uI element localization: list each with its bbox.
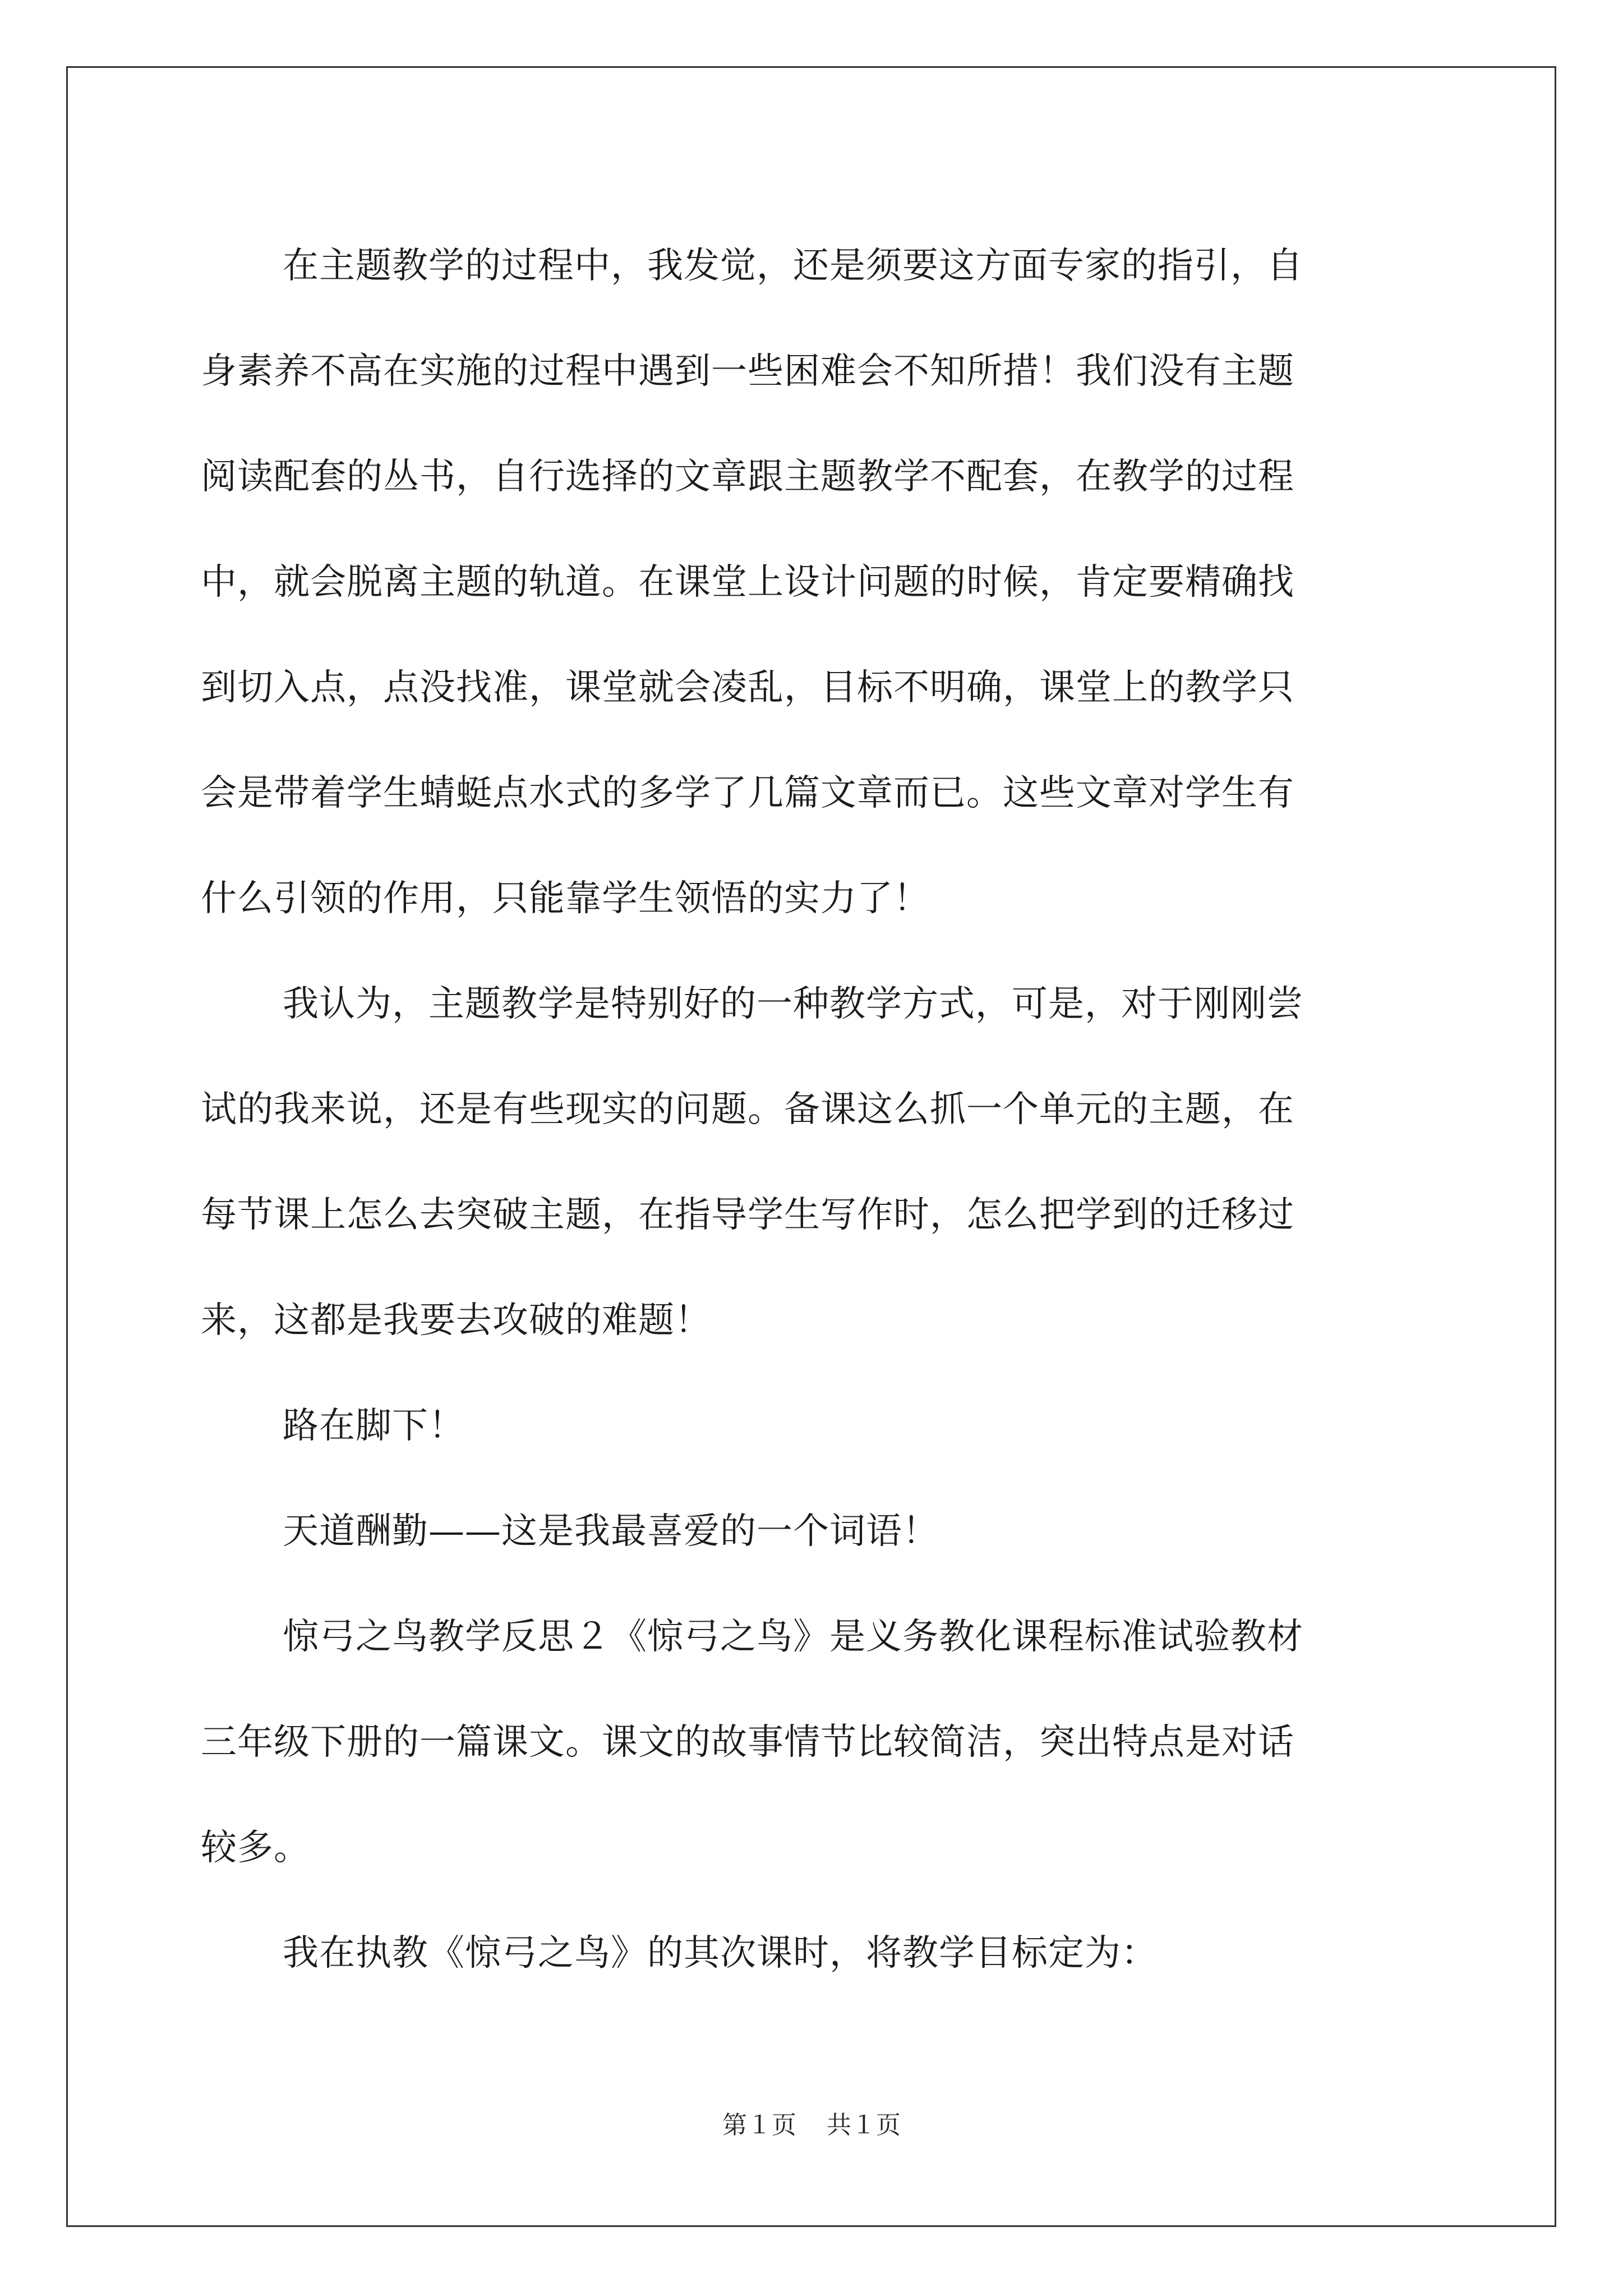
page-total: 共１页	[827, 2111, 901, 2139]
paragraph-1-line-3: 阅读配套的丛书，自行选择的文章跟主题教学不配套，在教学的过程	[201, 456, 1294, 498]
paragraph-2-line-4: 来，这都是我要去攻破的难题！	[201, 1300, 711, 1341]
paragraph-2-line-2: 试的我来说，还是有些现实的问题。备课这么抓一个单元的主题，在	[201, 1089, 1294, 1130]
paragraph-5-line-2: 三年级下册的一篇课文。课文的故事情节比较简洁，突出特点是对话	[201, 1722, 1294, 1763]
paragraph-4-line-1: 天道酬勤——这是我最喜爱的一个词语！	[283, 1511, 939, 1552]
paragraph-1-line-6: 会是带着学生蜻蜓点水式的多学了几篇文章而已。这些文章对学生有	[201, 772, 1294, 814]
paragraph-1-line-7: 什么引领的作用，只能靠学生领悟的实力了！	[201, 878, 930, 919]
paragraph-1-line-2: 身素养不高在实施的过程中遇到一些困难会不知所措！我们没有主题	[201, 351, 1294, 392]
paragraph-5-line-3: 较多。	[201, 1827, 310, 1869]
paragraph-1-line-4: 中，就会脱离主题的轨道。在课堂上设计问题的时候，肯定要精确找	[201, 562, 1294, 603]
paragraph-3-line-1: 路在脚下！	[283, 1405, 465, 1447]
paragraph-2-line-3: 每节课上怎么去突破主题，在指导学生写作时，怎么把学到的迁移过	[201, 1194, 1294, 1236]
paragraph-6-line-1: 我在执教《惊弓之鸟》的其次课时，将教学目标定为：	[283, 1932, 1158, 1974]
paragraph-2-line-1: 我认为，主题教学是特别好的一种教学方式，可是，对于刚刚尝	[283, 983, 1303, 1025]
paragraph-1-line-1: 在主题教学的过程中，我发觉，还是须要这方面专家的指引，自	[283, 245, 1303, 287]
paragraph-5-line-1: 惊弓之鸟教学反思２《惊弓之鸟》是义务教化课程标准试验教材	[283, 1616, 1303, 1658]
page-footer	[0, 2105, 1623, 2141]
paragraph-1-line-5: 到切入点，点没找准，课堂就会凌乱，目标不明确，课堂上的教学只	[201, 667, 1294, 708]
document-body	[201, 213, 1423, 2006]
page-number: 第１页	[722, 2111, 796, 2139]
